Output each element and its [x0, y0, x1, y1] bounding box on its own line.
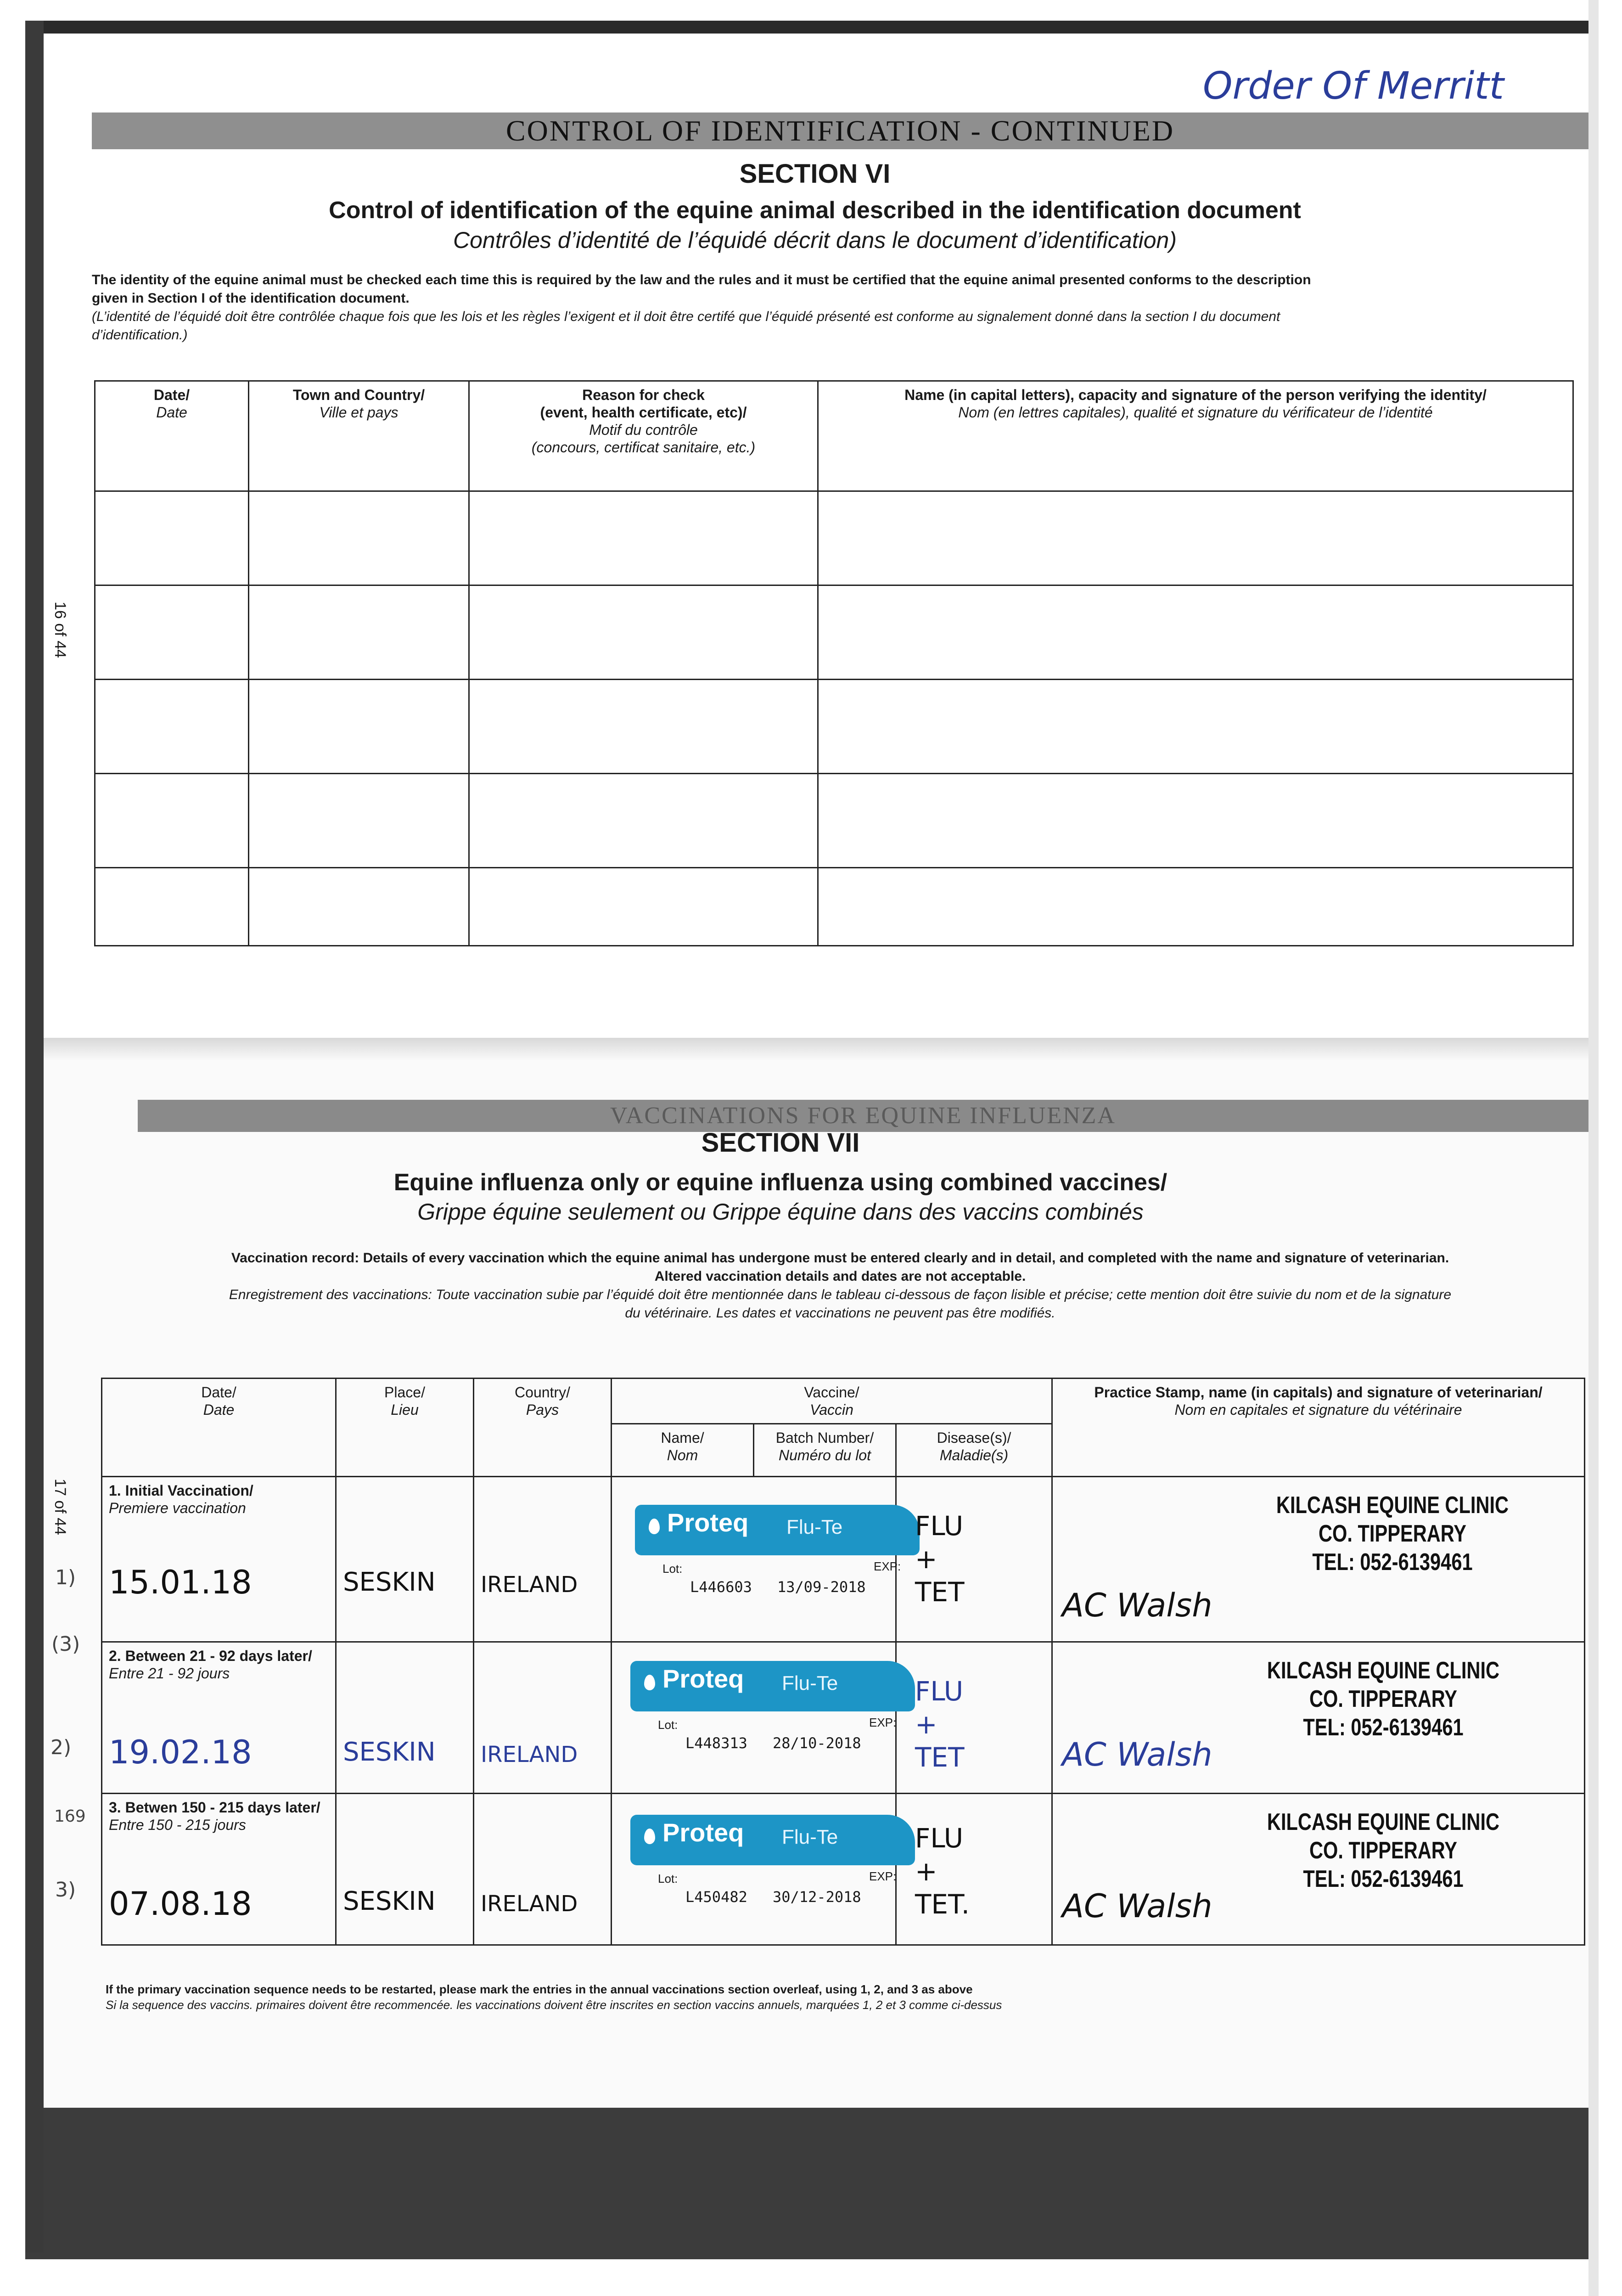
- col-stamp-fr: Nom en capitales et signature du vétérinaire: [1174, 1401, 1462, 1418]
- row2-stamp-line3: TEL: 052-6139461: [1303, 1714, 1464, 1741]
- vaccination-record-text: [110, 1249, 1570, 1322]
- sticker-brand: Proteq: [662, 1664, 744, 1693]
- identity-table-header: [95, 381, 1573, 491]
- col-place: [336, 1379, 474, 1477]
- footnote-en: If the primary vaccination sequence needs to be restarted, please mark the entries in the annual vaccinations section overleaf, using 1, 2, and 3 as above: [106, 1982, 973, 1996]
- table-row: [95, 585, 1573, 680]
- col-practice-stamp: [1052, 1379, 1585, 1477]
- page1-side-page-number: 16 of 44: [51, 602, 69, 658]
- row3-disease: FLU + TET.: [915, 1823, 970, 1920]
- col-vaccine: [612, 1379, 1052, 1424]
- intro-fr-line2: d’identification.): [92, 327, 188, 343]
- row1-label-en: 1. Initial Vaccination/: [109, 1482, 253, 1499]
- col-verifier-en: Name (in capital letters), capacity and signature of the person verifying the identity/: [904, 387, 1487, 403]
- page-fold-shadow: [44, 1038, 1588, 1061]
- row1-country: IRELAND: [481, 1572, 578, 1598]
- row2-expiry: 28/10-2018: [773, 1734, 861, 1752]
- row3-label-fr: Entre 150 - 215 jours: [109, 1817, 246, 1833]
- col-country-en: Country/: [515, 1384, 570, 1401]
- section-vi-intro: [92, 271, 1584, 344]
- col-vacc-date-en: Date/: [201, 1384, 236, 1401]
- row1-stamp-line2: CO. TIPPERARY: [1318, 1520, 1467, 1547]
- col-town-fr: Ville et pays: [319, 404, 398, 421]
- scan-right-edge: [1588, 0, 1599, 2296]
- scan-border-top: [25, 21, 1588, 34]
- row1-expiry: 13/09-2018: [777, 1578, 866, 1596]
- section-vii-subtitle-en: Equine influenza only or equine influenza using combined vaccines/: [393, 1169, 1167, 1196]
- col-batch-en: Batch Number/: [775, 1429, 874, 1446]
- vaccination-table: [101, 1378, 1585, 1946]
- row2-label-en: 2. Between 21 - 92 days later/: [109, 1648, 312, 1664]
- sticker-brand: Proteq: [667, 1508, 749, 1537]
- col-vaccine-name: [612, 1424, 754, 1477]
- col-batch-fr: Numéro du lot: [779, 1447, 871, 1463]
- margin-mark-2: (3): [51, 1632, 80, 1656]
- row2-date: 19.02.18: [109, 1733, 252, 1771]
- col-name-en: Name/: [661, 1429, 704, 1446]
- row3-date: 07.08.18: [109, 1885, 252, 1923]
- table-row: [95, 680, 1573, 774]
- footnote-fr: Si la sequence des vaccins. primaires doivent être recommencée. les vaccinations doivent être inscrites en section vaccins annuels, marquées 1, 2 et 3 comme ci-dessus: [106, 1998, 1002, 2012]
- col-name-fr: Nom: [667, 1447, 698, 1463]
- table-row: [102, 1642, 1585, 1794]
- col-reason-fr2: (concours, certificat sanitaire, etc.): [531, 439, 756, 456]
- drop-icon: [644, 1675, 655, 1690]
- section-vi-subtitle-fr: Contrôles d’identité de l’équidé décrit dans le document d’identification): [453, 227, 1177, 253]
- col-stamp-en: Practice Stamp, name (in capitals) and signature of veterinarian/: [1094, 1384, 1543, 1401]
- sticker-exp-label: EXP:: [869, 1716, 897, 1729]
- row3-stamp-line2: CO. TIPPERARY: [1309, 1837, 1458, 1864]
- sticker-lot-label: Lot:: [658, 1872, 678, 1885]
- row2-disease: FLU + TET: [915, 1676, 965, 1773]
- scan-bottom-shadow: [25, 2108, 1588, 2259]
- row1-stamp-line3: TEL: 052-6139461: [1312, 1549, 1473, 1576]
- table-row: [95, 491, 1573, 585]
- margin-mark-1: 1): [55, 1566, 76, 1589]
- row3-expiry: 30/12-2018: [773, 1888, 861, 1906]
- row3-practice-stamp: [1218, 1808, 1549, 1893]
- row3-stamp-line3: TEL: 052-6139461: [1303, 1866, 1464, 1892]
- col-town-country: [249, 381, 469, 491]
- row1-batch: L446603: [690, 1578, 752, 1596]
- col-date: [95, 381, 249, 491]
- row3-vaccine-sticker: [630, 1815, 915, 1911]
- intro-fr-line1: (L’identité de l’équidé doit être contrôlée chaque fois que les lois et les règles l’exigent et il doit être certifé que l’équidé présenté est conforme au signalement donné dans la section I du document: [92, 309, 1280, 324]
- record-fr-2: du vétérinaire. Les dates et vaccinations ne peuvent pas être modifiés.: [625, 1306, 1055, 1321]
- col-verifier: [818, 381, 1573, 491]
- vaccination-footnote: [106, 1981, 1529, 2013]
- sticker-product: Flu-Te: [782, 1826, 838, 1848]
- col-town-en: Town and Country/: [292, 387, 425, 403]
- section-vi-subtitle-en: Control of identification of the equine animal described in the identification document: [329, 197, 1301, 224]
- row1-disease: FLU + TET: [915, 1510, 965, 1608]
- record-en: Details of every vaccination which the equine animal has undergone must be entered clearly and in detail, and completed with the name and signature of veterinarian.: [363, 1250, 1449, 1266]
- section-vii-subtitle-fr: Grippe équine seulement ou Grippe équine dans des vaccins combinés: [417, 1199, 1144, 1225]
- row3-batch: L450482: [685, 1888, 747, 1906]
- row3-signature: AC Walsh: [1062, 1887, 1212, 1925]
- section-vii-banner: VACCINATIONS FOR EQUINE INFLUENZA: [138, 1100, 1588, 1132]
- col-date-en: Date/: [153, 387, 190, 403]
- col-date-fr: Date: [156, 404, 187, 421]
- row3-label-en: 3. Betwen 150 - 215 days later/: [109, 1799, 320, 1816]
- margin-mark-5: 3): [55, 1878, 76, 1902]
- sticker-lot-label: Lot:: [662, 1562, 683, 1576]
- section-vii-title: SECTION VII: [701, 1128, 860, 1158]
- drop-icon: [644, 1829, 655, 1844]
- record-en-2: Altered vaccination details and dates are not acceptable.: [654, 1269, 1026, 1284]
- section-vi-title: SECTION VI: [739, 159, 891, 189]
- row2-place: SESKIN: [343, 1737, 436, 1767]
- sticker-brand: Proteq: [662, 1818, 744, 1847]
- table-row: [102, 1794, 1585, 1945]
- scan-left-strip: [25, 21, 44, 2252]
- handwritten-title: Order Of Merritt: [1203, 64, 1504, 108]
- col-place-en: Place/: [384, 1384, 425, 1401]
- col-place-fr: Lieu: [391, 1401, 419, 1418]
- row2-signature: AC Walsh: [1062, 1736, 1212, 1773]
- row1-label-fr: Premiere vaccination: [109, 1500, 246, 1516]
- col-disease-fr: Maladie(s): [939, 1447, 1009, 1463]
- col-vaccine-en: Vaccine/: [804, 1384, 859, 1401]
- row3-country: IRELAND: [481, 1891, 578, 1917]
- row3-stamp-line1: KILCASH EQUINE CLINIC: [1267, 1809, 1500, 1835]
- row2-label-fr: Entre 21 - 92 jours: [109, 1665, 230, 1682]
- col-country-fr: Pays: [526, 1401, 559, 1418]
- sticker-lot-label: Lot:: [658, 1718, 678, 1732]
- section-vi-banner: CONTROL OF IDENTIFICATION - CONTINUED: [92, 113, 1588, 149]
- col-reason: [469, 381, 818, 491]
- col-disease-en: Disease(s)/: [937, 1429, 1011, 1446]
- table-row: [95, 868, 1573, 946]
- row1-practice-stamp: [1227, 1491, 1558, 1576]
- vaccination-table-header-1: [102, 1379, 1585, 1424]
- margin-mark-3: 2): [51, 1736, 72, 1759]
- col-reason-en: Reason for check: [582, 387, 705, 403]
- intro-en-line1: The identity of the equine animal must be checked each time this is required by the law and the rules and it must be certified that the equine animal presented conforms to the description: [92, 272, 1311, 287]
- row2-country: IRELAND: [481, 1742, 578, 1767]
- row1-date: 15.01.18: [109, 1564, 252, 1601]
- sticker-product: Flu-Te: [782, 1672, 838, 1694]
- record-fr: Enregistrement des vaccinations: Toute vaccination subie par l’équidé doit être mentionnée dans le tableau ci-dessous de façon lisible et précise; cette mention doit être suivie du nom et de la signature: [229, 1287, 1452, 1302]
- drop-icon: [649, 1519, 660, 1534]
- identity-check-table: [94, 380, 1574, 946]
- row3-place: SESKIN: [343, 1886, 436, 1916]
- sticker-exp-label: EXP:: [874, 1559, 901, 1573]
- row2-practice-stamp: [1218, 1656, 1549, 1742]
- row2-stamp-line1: KILCASH EQUINE CLINIC: [1267, 1657, 1500, 1684]
- row1-stamp-line1: KILCASH EQUINE CLINIC: [1276, 1492, 1509, 1519]
- col-verifier-fr: Nom (en lettres capitales), qualité et signature du vérificateur de l’identité: [958, 404, 1433, 421]
- intro-en-line2: given in Section I of the identification document.: [92, 291, 410, 306]
- record-label: Vaccination record:: [231, 1250, 359, 1266]
- col-country: [474, 1379, 612, 1477]
- row2-stamp-line2: CO. TIPPERARY: [1309, 1686, 1458, 1712]
- col-reason-en2: (event, health certificate, etc)/: [540, 404, 747, 421]
- col-vacc-date-fr: Date: [203, 1401, 235, 1418]
- margin-mark-4: 169: [54, 1807, 86, 1826]
- row1-signature: AC Walsh: [1062, 1587, 1212, 1624]
- col-batch: [754, 1424, 896, 1477]
- col-disease: [896, 1424, 1052, 1477]
- table-row: [102, 1477, 1585, 1642]
- col-vaccine-fr: Vaccin: [810, 1401, 853, 1418]
- sticker-product: Flu-Te: [786, 1516, 843, 1538]
- row1-vaccine-sticker: [635, 1505, 920, 1601]
- row2-batch: L448313: [685, 1734, 747, 1752]
- col-vacc-date: [102, 1379, 336, 1477]
- row2-vaccine-sticker: [630, 1661, 915, 1757]
- row1-place: SESKIN: [343, 1567, 436, 1597]
- table-row: [95, 774, 1573, 868]
- sticker-exp-label: EXP:: [869, 1869, 897, 1883]
- page2-side-page-number: 17 of 44: [51, 1479, 69, 1535]
- col-reason-fr: Motif du contrôle: [589, 422, 698, 438]
